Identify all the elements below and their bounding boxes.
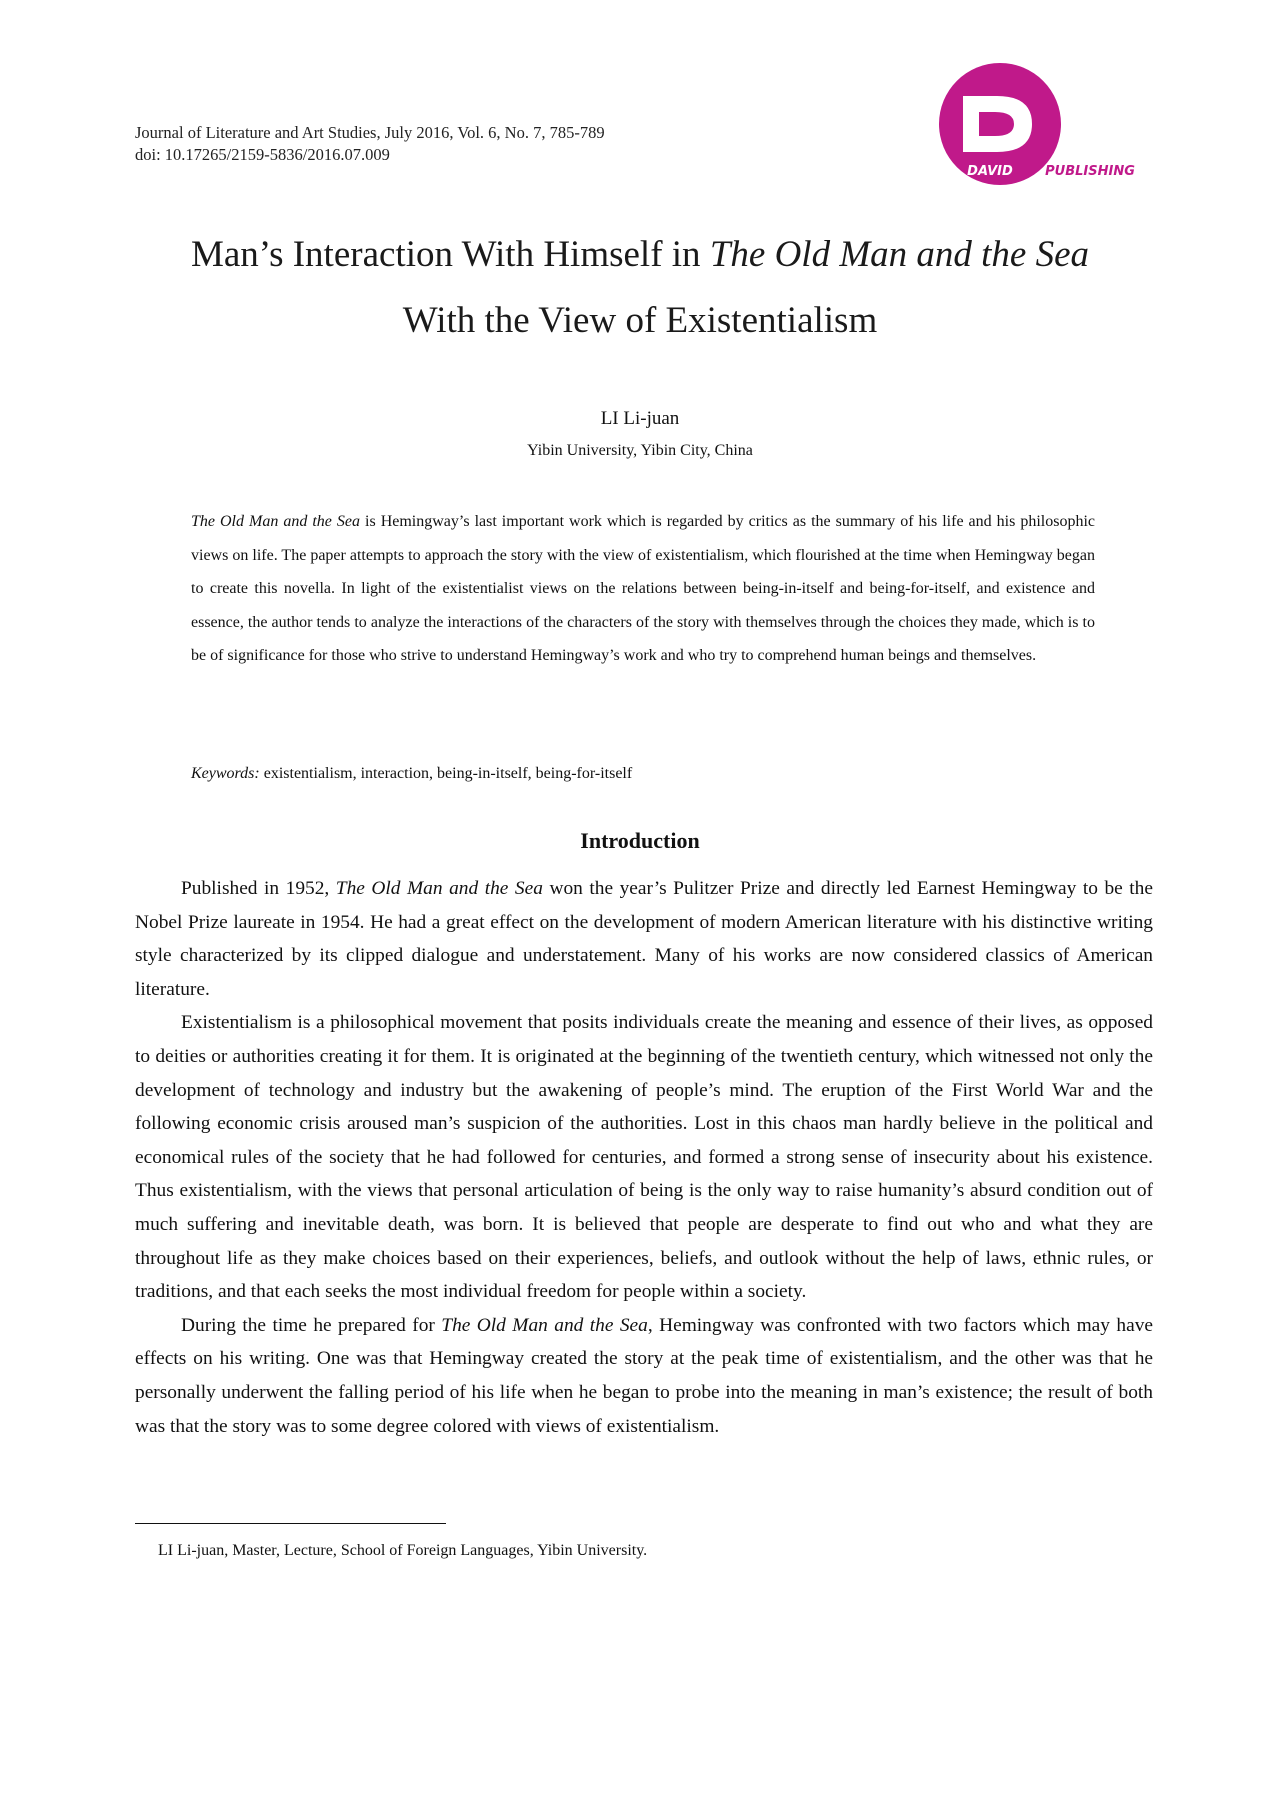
journal-header xyxy=(135,122,605,166)
footnote: LI Li-juan, Master, Lecture, School of Foreign Languages, Yibin University. xyxy=(158,1542,648,1559)
abstract-italic-title: The Old Man and the Sea xyxy=(191,513,361,530)
author-affiliation: Yibin University, Yibin City, China xyxy=(527,442,753,459)
keywords-list: existentialism, interaction, being-in-itself, being-for-itself xyxy=(259,765,633,782)
title-line-2: With the View of Existentialism xyxy=(402,300,878,341)
author-name: LI Li-juan xyxy=(600,408,680,429)
paragraph-1: Published in 1952, The Old Man and the Sea won the year’s Pulitzer Prize and directly led Earnest Hemingway to be the Nobel Prize laureate in 1954. He had a great effect on the development of modern American literature with his distinctive writing style characterized by its clipped dialogue and understatement. Many of his works are now considered classics of American literature. xyxy=(135,878,1153,1000)
logo-text-david: DAVID xyxy=(967,164,1013,179)
david-publishing-logo xyxy=(935,62,1153,192)
paragraph-2: Existentialism is a philosophical movement that posits individuals create the meaning and essence of their lives, as opposed to deities or authorities creating it for them. It is originated at the beginning of the twentieth century, which witnessed not only the development of technology and industry but the awakening of people’s mind. The eruption of the First World War and the following economic crisis aroused man’s suspicion of the authorities. Lost in this chaos man hardly believe in the political and economical rules of the society that he had followed for centuries, and formed a strong sense of insecurity about his existence. Thus existentialism, with the views that personal articulation of being is the only way to raise humanity’s absurd condition out of much suffering and inevitable death, was born. It is believed that people are desperate to find out who and what they are throughout life as they make choices based on their experiences, beliefs, and outlook without the help of laws, ethnic rules, or traditions, and that each seeks the most individual freedom for people within a society. xyxy=(135,1012,1153,1303)
paper-title xyxy=(0,222,1280,354)
logo-text-publishing: PUBLISHING xyxy=(1045,164,1135,179)
journal-citation: Journal of Literature and Art Studies, July 2016, Vol. 6, No. 7, 785-789 xyxy=(135,123,605,142)
keywords xyxy=(191,762,1095,786)
introduction-body xyxy=(135,872,1153,1443)
abstract xyxy=(191,505,1095,673)
abstract-text: is Hemingway’s last important work which is regarded by critics as the summary of his life and his philosophic views on life. The paper attempts to approach the story with the view of existentialism, which flourished at the time when Hemingway began to create this novella. In light of the existentialist views on the relations between being-in-itself and being-for-itself, and existence and essence, the author tends to analyze the interactions of the characters of the story with themselves through the choices they made, which is to be of significance for those who strive to understand Hemingway’s work and who try to comprehend human beings and themselves. xyxy=(191,513,1095,665)
doi: doi: 10.17265/2159-5836/2016.07.009 xyxy=(135,145,390,164)
keywords-label: Keywords: xyxy=(191,765,260,782)
footnote-divider xyxy=(135,1523,446,1524)
paragraph-3: During the time he prepared for The Old Man and the Sea, Hemingway was confronted with two factors which may have effects on his writing. One was that Hemingway created the story at the peak time of existentialism, and the other was that he personally underwent the falling period of his life when he began to probe into the meaning in man’s existence; the result of both was that the story was to some degree colored with views of existentialism. xyxy=(135,1314,1154,1437)
title-line-1: Man’s Interaction With Himself in The Old Man and the Sea xyxy=(190,234,1090,275)
section-heading-introduction: Introduction xyxy=(580,828,700,853)
